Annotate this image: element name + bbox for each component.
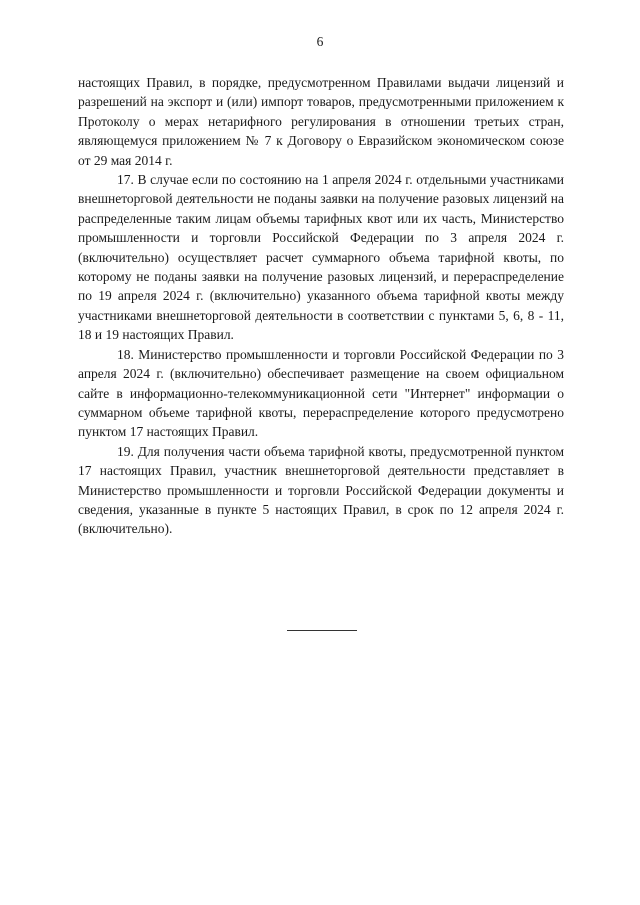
end-of-document-rule [287, 630, 357, 631]
paragraph-18: 18. Министерство промышленности и торговли Российской Федерации по 3 апреля 2024 г. (включительно) обеспечивает размещение на своем официальном сайте в информационно-телекоммуникационной сети "Интернет" информации о суммарном объеме тарифной квоты, перераспределение которого предусмотрено пунктом 17 настоящих Правил. [78, 346, 564, 440]
document-body [78, 73, 564, 539]
paragraph-continuation: настоящих Правил, в порядке, предусмотренном Правилами выдачи лицензий и разрешений на экспорт и (или) импорт товаров, предусмотренными приложением к Протоколу о мерах нетарифного регулирования в отношении третьих стран, являющемуся приложением № 7 к Договору о Евразийском экономическом союзе от 29 мая 2014 г. [78, 75, 564, 168]
paragraph-17: 17. В случае если по состоянию на 1 апреля 2024 г. отдельными участниками внешнеторговой деятельности не поданы заявки на получение разовых лицензий на распределенные таким лицам объемы тарифных квот или их часть, Министерство промышленности и торговли Российской Федерации по 3 апреля 2024 г. (включительно) осуществляет расчет суммарного объема тарифной квоты, по которому не поданы заявки на получение разовых лицензий, и перераспределение по 19 апреля 2024 г. (включительно) указанного объема тарифной квоты между участниками внешнеторговой деятельности в соответствии с пунктами 5, 6, 8 - 11, 18 и 19 настоящих Правил. [78, 172, 564, 343]
page-number: 6 [316, 34, 324, 49]
paragraph-19: 19. Для получения части объема тарифной квоты, предусмотренной пунктом 17 настоящих Правил, участник внешнеторговой деятельности представляет в Министерство промышленности и торговли Российской Федерации документы и сведения, указанные в пункте 5 настоящих Правил, в срок по 12 апреля 2024 г. (включительно). [78, 443, 564, 537]
